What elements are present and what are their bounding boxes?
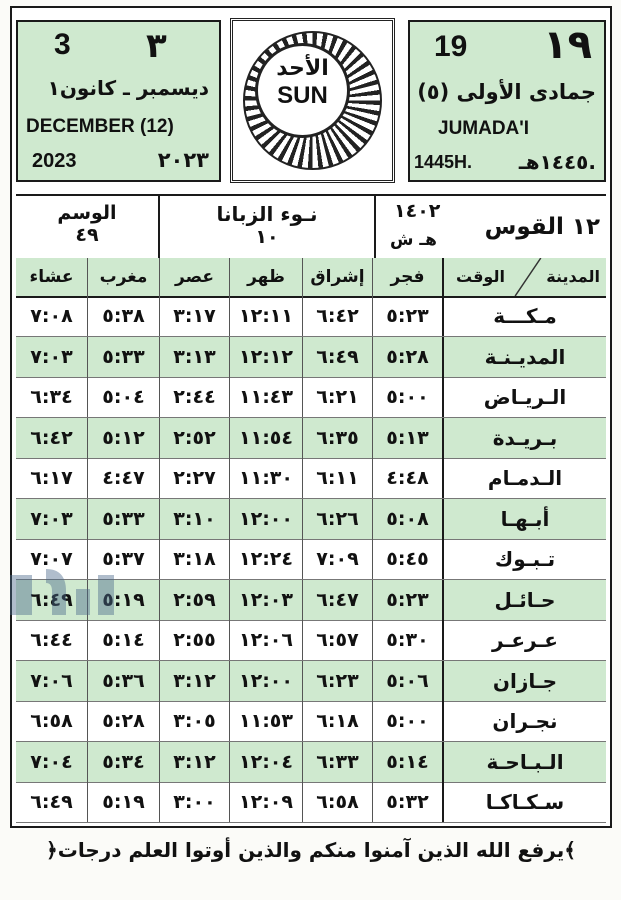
- season-label: الوسم: [57, 202, 117, 224]
- header-maghrib: مغرب: [87, 258, 159, 296]
- isha-time: ٧:٠٤: [30, 750, 73, 773]
- asr-time: ٢:٥٩: [159, 580, 229, 620]
- isha-time: ٦:٤٢: [30, 426, 73, 449]
- header-fajr: فجر: [372, 258, 442, 296]
- fajr-time: ٥:٣٠: [372, 620, 442, 660]
- maghrib-time: ٥:١٩: [87, 580, 159, 620]
- asr-time: ٣:١٧: [159, 296, 229, 336]
- hijri-year-arabic: ١٤٤٥هـ.: [518, 150, 596, 174]
- isha-time: ٧:٠٨: [30, 305, 73, 327]
- table-row: [16, 418, 606, 459]
- hijri-year: 1445H.: [414, 152, 473, 172]
- city-name: الـريـاض: [442, 377, 606, 417]
- maghrib-time: ٥:٣٧: [87, 539, 159, 579]
- sunrise-time: ٦:٢١: [302, 377, 372, 417]
- asr-time: ٢:٥٢: [159, 418, 229, 458]
- gregorian-year: 2023: [32, 150, 77, 172]
- gregorian-date-box: [16, 20, 221, 182]
- city-name: حـائـل: [442, 580, 606, 620]
- header-asr: عصر: [159, 258, 229, 296]
- sunrise-time: ٦:٤٢: [302, 296, 372, 336]
- asr-time: ٢:٤٤: [159, 377, 229, 417]
- header-dhuhr: ظهر: [229, 258, 302, 296]
- footer-verse: ﴿يرفع الله الذين آمنوا منكم والذين أوتوا العلم درجات﴾: [46, 838, 576, 862]
- watermark-logo: [0, 565, 130, 635]
- dhuhr-time: ١٢:٢٤: [229, 539, 302, 579]
- astronomy-info-strip: [16, 194, 606, 262]
- maghrib-time: ٥:٣٤: [87, 742, 159, 782]
- hijri-day-arabic: ١٩: [543, 22, 592, 68]
- asr-time: ٣:٠٥: [159, 701, 229, 741]
- sunrise-time: ٦:٤٧: [302, 580, 372, 620]
- fajr-time: ٥:٠٠: [372, 701, 442, 741]
- asr-time: ٣:٠٠: [159, 782, 229, 822]
- asr-time: ٢:٢٧: [159, 458, 229, 498]
- city-name: عـرعـر: [442, 620, 606, 660]
- isha-time: ٧:٠٣: [30, 345, 73, 368]
- table-row: [16, 458, 606, 499]
- maghrib-time: ٥:٣٣: [87, 499, 159, 539]
- maghrib-time: ٥:١٤: [87, 620, 159, 660]
- dhuhr-time: ١٢:٠٠: [229, 499, 302, 539]
- isha-time: ٦:٤٩: [30, 791, 73, 813]
- dhuhr-time: ١٢:٠٩: [229, 782, 302, 822]
- city-name: بـريـدة: [442, 418, 606, 458]
- header-city: المدينة: [546, 267, 600, 286]
- gregorian-month: DECEMBER (12): [26, 116, 174, 137]
- isha-time: ٦:٣٤: [30, 386, 73, 408]
- fajr-time: ٥:١٣: [372, 418, 442, 458]
- season-cell: [16, 196, 158, 260]
- maghrib-time: ٥:٣٣: [87, 337, 159, 377]
- gregorian-day-arabic: ٣: [146, 26, 167, 66]
- fajr-time: ٥:٠٠: [372, 377, 442, 417]
- city-name: الـدمـام: [442, 458, 606, 498]
- asr-time: ٣:١٠: [159, 499, 229, 539]
- city-name: المديـنـة: [442, 337, 606, 377]
- table-row: [16, 377, 606, 418]
- isha-time: ٦:١٧: [30, 467, 73, 489]
- asr-time: ٣:١٣: [159, 337, 229, 377]
- fajr-time: ٥:٢٣: [372, 580, 442, 620]
- header-time: الوقت: [456, 267, 505, 286]
- table-row: [16, 742, 606, 783]
- day-name-arabic: الأحد: [276, 56, 329, 81]
- sunrise-time: ٦:٥٧: [302, 620, 372, 660]
- fajr-time: ٥:٣٢: [372, 782, 442, 822]
- city-name: نجـران: [442, 701, 606, 741]
- maghrib-time: ٤:٤٧: [87, 458, 159, 498]
- city-name: تـبـوك: [442, 539, 606, 579]
- gregorian-months-arabic: ديسمبر ـ كانون١: [47, 76, 209, 100]
- anwa-cell: [158, 196, 374, 260]
- dhuhr-time: ١٢:١٢: [229, 337, 302, 377]
- table-row: [16, 661, 606, 702]
- fajr-time: ٥:٠٨: [372, 499, 442, 539]
- city-name: جـازان: [442, 661, 606, 701]
- sunrise-time: ٦:٢٦: [302, 499, 372, 539]
- hijri-month: JUMADA'I: [438, 118, 530, 139]
- fajr-time: ٥:٢٣: [372, 296, 442, 336]
- sunrise-time: ٦:١٨: [302, 701, 372, 741]
- asr-time: ٣:١٢: [159, 661, 229, 701]
- sunrise-time: ٦:٥٨: [302, 782, 372, 822]
- hijri-month-arabic: جمادى الأولى (٥): [417, 80, 596, 104]
- dhuhr-time: ١٢:٠٠: [229, 661, 302, 701]
- dhuhr-time: ١١:٣٠: [229, 458, 302, 498]
- solar-year-suffix: هـ ش: [390, 230, 437, 250]
- anwa-value: ١٠: [255, 226, 279, 248]
- header-sunrise: إشراق: [302, 258, 372, 296]
- season-value: ٤٩: [75, 224, 99, 246]
- asr-time: ٢:٥٥: [159, 620, 229, 660]
- hijri-date-box: [408, 20, 606, 182]
- fajr-time: ٤:٤٨: [372, 458, 442, 498]
- sunrise-time: ٧:٠٩: [302, 539, 372, 579]
- isha-time: ٧:٠٧: [30, 548, 73, 570]
- header-isha: عشاء: [29, 267, 74, 287]
- asr-time: ٣:١٢: [159, 742, 229, 782]
- sunrise-time: ٦:٤٩: [302, 337, 372, 377]
- day-name-english: SUN: [277, 82, 328, 109]
- city-name: سـكـاكـا: [442, 782, 606, 822]
- dhuhr-time: ١١:٥٤: [229, 418, 302, 458]
- hijri-day: 19: [434, 30, 468, 63]
- isha-time: ٦:٤٤: [30, 629, 73, 651]
- gregorian-day: 3: [54, 28, 71, 61]
- zodiac-sign: ١٢ القوس: [484, 214, 600, 240]
- gregorian-year-arabic: ٢٠٢٣: [157, 148, 209, 172]
- city-name: أبـهـا: [442, 499, 606, 539]
- maghrib-time: ٥:٢٨: [87, 701, 159, 741]
- fajr-time: ٥:١٤: [372, 742, 442, 782]
- city-name: الـبـاحـة: [442, 742, 606, 782]
- maghrib-time: ٥:١٩: [87, 782, 159, 822]
- isha-time: ٧:٠٣: [30, 507, 73, 530]
- dhuhr-time: ١١:٥٣: [229, 701, 302, 741]
- asr-time: ٣:١٨: [159, 539, 229, 579]
- zodiac-cell: [374, 196, 606, 260]
- solar-year: ١٤٠٢: [394, 200, 441, 222]
- maghrib-time: ٥:٠٤: [87, 377, 159, 417]
- table-row: [16, 499, 606, 540]
- sunrise-time: ٦:٣٥: [302, 418, 372, 458]
- dhuhr-time: ١١:٤٣: [229, 377, 302, 417]
- maghrib-time: ٥:١٢: [87, 418, 159, 458]
- table-row: [16, 782, 606, 823]
- table-row: [16, 701, 606, 742]
- anwa-label: نـوء الزبانا: [216, 202, 318, 226]
- dhuhr-time: ١٢:٠٦: [229, 620, 302, 660]
- calendar-logo-seal: [230, 18, 395, 183]
- table-row: [16, 296, 606, 337]
- isha-time: ٦:٤٩: [30, 588, 73, 611]
- fajr-time: ٥:٠٦: [372, 661, 442, 701]
- prayer-table-header: [16, 258, 606, 298]
- maghrib-time: ٥:٣٦: [87, 661, 159, 701]
- maghrib-time: ٥:٣٨: [87, 296, 159, 336]
- table-row: [16, 337, 606, 378]
- sunrise-time: ٦:٢٣: [302, 661, 372, 701]
- dhuhr-time: ١٢:٠٤: [229, 742, 302, 782]
- fajr-time: ٥:٢٨: [372, 337, 442, 377]
- isha-time: ٦:٥٨: [30, 710, 73, 732]
- sunrise-time: ٦:٣٣: [302, 742, 372, 782]
- isha-time: ٧:٠٦: [30, 669, 73, 692]
- dhuhr-time: ١٢:٠٣: [229, 580, 302, 620]
- dhuhr-time: ١٢:١١: [229, 296, 302, 336]
- day-name-emblem: [255, 43, 350, 138]
- city-name: مـكـــة: [442, 296, 606, 336]
- header-city-time: [442, 258, 606, 296]
- sunrise-time: ٦:١١: [302, 458, 372, 498]
- fajr-time: ٥:٤٥: [372, 539, 442, 579]
